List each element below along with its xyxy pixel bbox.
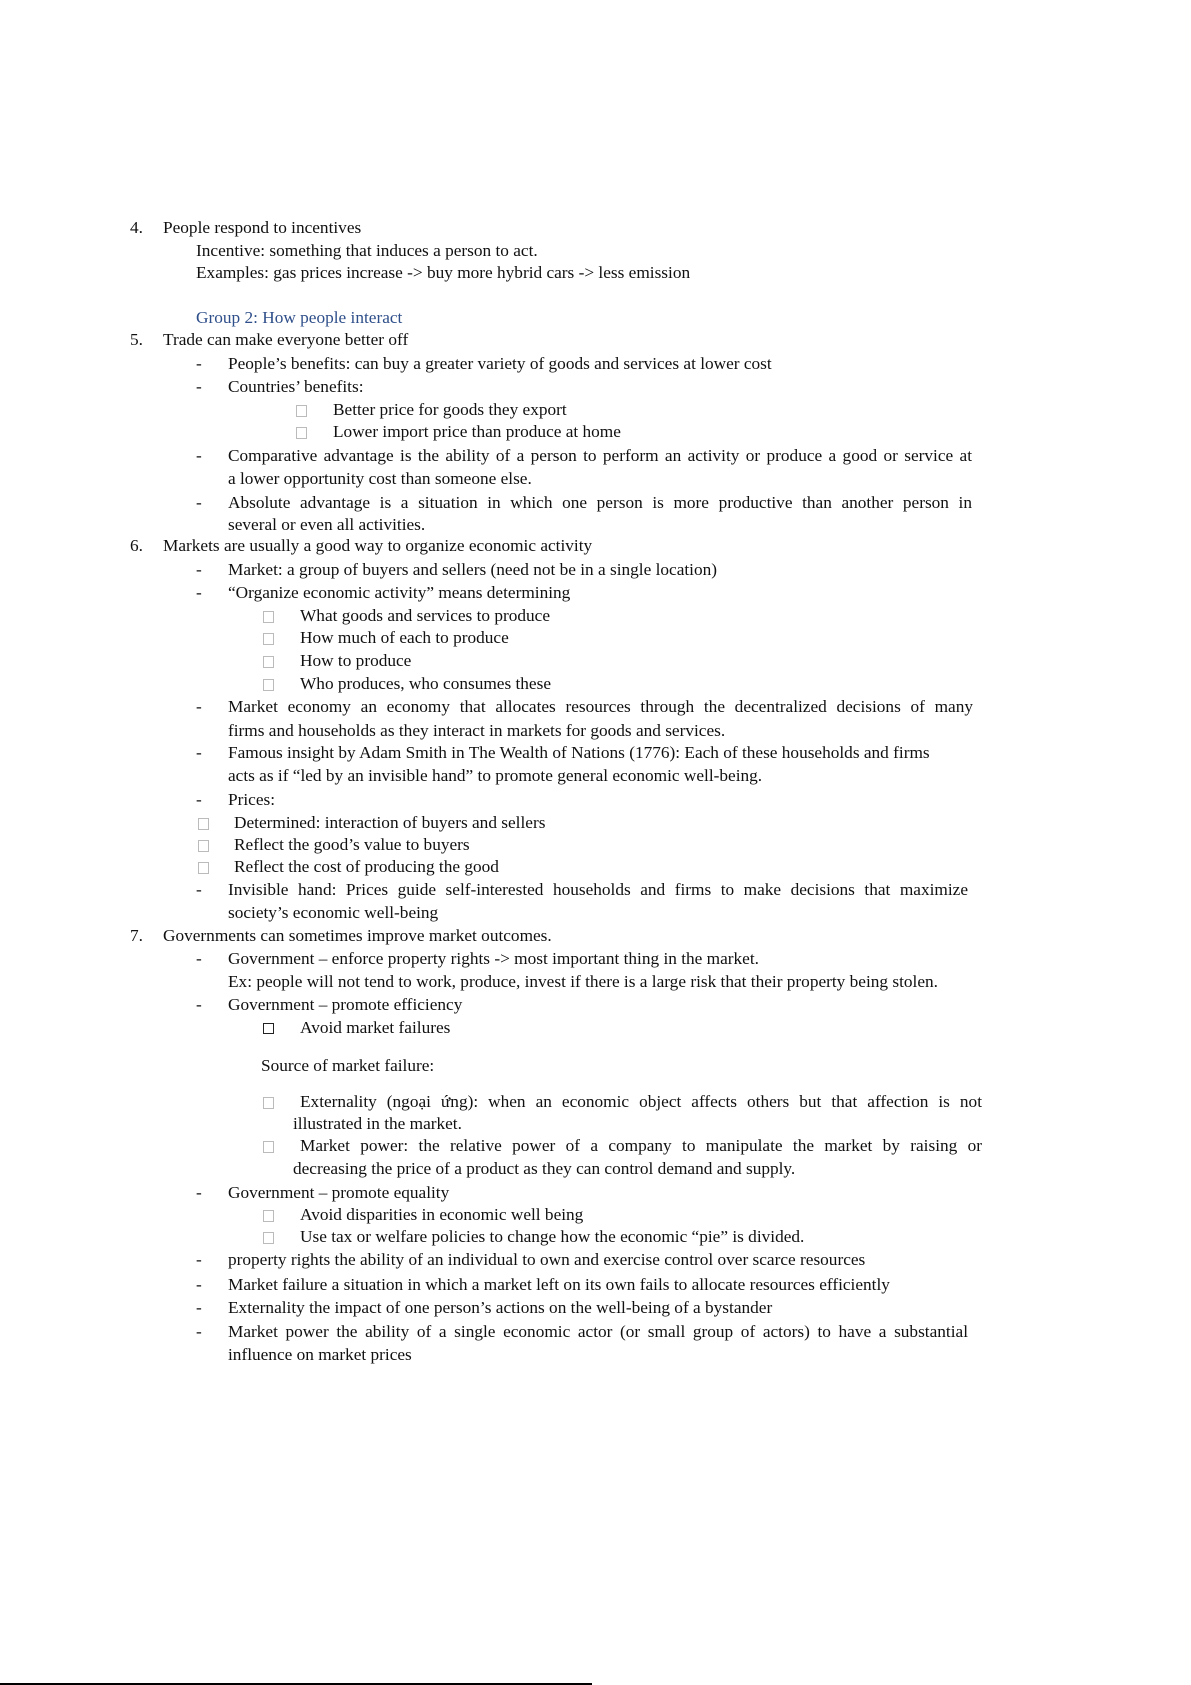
dash-bullet: - [196,1250,202,1269]
bullet-text: Government – promote efficiency [228,995,463,1014]
bullet-text: Countries’ benefits: [228,377,364,396]
bullet-text: Government – promote equality [228,1183,450,1202]
checkbox-icon [263,1232,274,1244]
bullet-text: Market: a group of buyers and sellers (need not be in a single location) [228,560,718,579]
section-title: Markets are usually a good way to organize economic activity [163,536,593,555]
section-title: Governments can sometimes improve market outcomes. [163,926,552,945]
dash-bullet: - [196,1275,202,1294]
checkbox-icon [263,1210,274,1222]
checkbox-icon [198,862,209,874]
bullet-text: Prices: [228,790,276,809]
bullet-text: Famous insight by Adam Smith in The Wealth of Nations (1776): Each of these households and firms [228,743,930,762]
bullet-text-cont: Ex: people will not tend to work, produce, invest if there is a large risk that their property being stolen. [228,972,938,991]
dash-bullet: - [196,949,202,968]
sub-bullet-text: Externality (ngoại ứng): when an economic object affects others but that affection is not [300,1092,982,1111]
bullet-text: Absolute advantage is a situation in which one person is more productive than another person in [228,493,972,512]
bullet-text: Comparative advantage is the ability of a person to perform an activity or produce a good or service at [228,446,972,465]
bullet-text: “Organize economic activity” means determining [228,583,571,602]
checkbox-icon [263,1097,274,1109]
dash-bullet: - [196,377,202,396]
bullet-text: Market economy an economy that allocates resources through the decentralized decisions of many [228,697,973,716]
definition-text: Externality the impact of one person’s actions on the well-being of a bystander [228,1298,773,1317]
sub-bullet-text: Market power: the relative power of a company to manipulate the market by raising or [300,1136,982,1155]
sub-bullet-text: Determined: interaction of buyers and sellers [234,813,546,832]
dash-bullet: - [196,493,202,512]
dash-bullet: - [196,560,202,579]
sub-bullet-text: Reflect the cost of producing the good [234,857,499,876]
sub-bullet-text: Avoid disparities in economic well being [300,1205,584,1224]
sub-bullet-text: Better price for goods they export [333,400,567,419]
checkbox-icon [263,633,274,645]
sub-bullet-text: Avoid market failures [300,1018,451,1037]
sub-bullet-text: Use tax or welfare policies to change how the economic “pie” is divided. [300,1227,805,1246]
dash-bullet: - [196,880,202,899]
dash-bullet: - [196,1183,202,1202]
sub-heading: Source of market failure: [261,1056,435,1075]
checkbox-icon [198,840,209,852]
bullet-text: People’s benefits: can buy a greater variety of goods and services at lower cost [228,354,772,373]
definition-text-cont: influence on market prices [228,1345,412,1364]
bullet-text-cont: a lower opportunity cost than someone else. [228,469,532,488]
bullet-text-cont: society’s economic well-being [228,903,439,922]
dash-bullet: - [196,354,202,373]
checkbox-icon [296,405,307,417]
checkbox-icon [263,1141,274,1153]
text-line: Incentive: something that induces a person to act. [196,241,538,260]
sub-bullet-text: How to produce [300,651,412,670]
checkbox-icon [263,679,274,691]
sub-bullet-text-cont: illustrated in the market. [293,1114,462,1133]
list-number: 4. [130,218,143,237]
sub-bullet-text: Lower import price than produce at home [333,422,621,441]
checkbox-icon [198,818,209,830]
bullet-text-cont: several or even all activities. [228,515,426,534]
definition-text: Market power the ability of a single economic actor (or small group of actors) to have a substantial [228,1322,968,1341]
dash-bullet: - [196,743,202,762]
section-title: Trade can make everyone better off [163,330,409,349]
checkbox-icon [263,656,274,668]
bullet-text: Invisible hand: Prices guide self-interested households and firms to make decisions that maximize [228,880,968,899]
sub-bullet-text: What goods and services to produce [300,606,551,625]
dash-bullet: - [196,697,202,716]
sub-bullet-text: How much of each to produce [300,628,509,647]
list-number: 5. [130,330,143,349]
definition-text: property rights the ability of an individual to own and exercise control over scarce resources [228,1250,866,1269]
dash-bullet: - [196,790,202,809]
definition-text: Market failure a situation in which a market left on its own fails to allocate resources efficiently [228,1275,890,1294]
checkbox-icon [263,1023,274,1034]
list-number: 6. [130,536,143,555]
sub-bullet-text: Reflect the good’s value to buyers [234,835,470,854]
group-heading: Group 2: How people interact [196,308,403,327]
dash-bullet: - [196,446,202,465]
dash-bullet: - [196,1322,202,1341]
text-line: Examples: gas prices increase -> buy more hybrid cars -> less emission [196,263,691,282]
checkbox-icon [263,611,274,623]
sub-bullet-text: Who produces, who consumes these [300,674,552,693]
list-number: 7. [130,926,143,945]
dash-bullet: - [196,995,202,1014]
sub-bullet-text-cont: decreasing the price of a product as they can control demand and supply. [293,1159,796,1178]
section-title: People respond to incentives [163,218,362,237]
bullet-text-cont: firms and households as they interact in markets for goods and services. [228,721,726,740]
dash-bullet: - [196,583,202,602]
bullet-text-cont: acts as if “led by an invisible hand” to promote general economic well-being. [228,766,763,785]
checkbox-icon [296,427,307,439]
bullet-text: Government – enforce property rights -> most important thing in the market. [228,949,759,968]
dash-bullet: - [196,1298,202,1317]
